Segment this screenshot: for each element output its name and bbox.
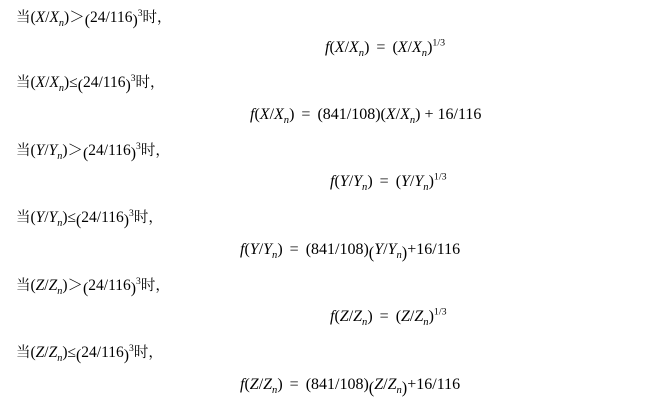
- rparen: ): [64, 9, 70, 26]
- shi-comma: 时，: [135, 75, 165, 91]
- lparen: (: [30, 142, 36, 159]
- function-f: f: [240, 241, 245, 258]
- rparen: ): [428, 308, 434, 325]
- lparen: (: [395, 173, 402, 190]
- var-x: X: [397, 39, 408, 56]
- lparen: (: [368, 242, 375, 262]
- subscript-n: n: [396, 385, 402, 397]
- subscript-n: n: [423, 317, 429, 329]
- lparen: (: [305, 241, 312, 258]
- constant-24-116: 24/116: [81, 344, 124, 361]
- subscript-n: n: [283, 115, 290, 127]
- equals: =: [379, 308, 389, 325]
- function-f: f: [325, 39, 330, 56]
- lparen: (: [392, 39, 398, 56]
- var-z: Z: [374, 376, 384, 393]
- subscript-n: n: [423, 182, 429, 194]
- slash: /: [44, 209, 49, 226]
- condition-line-x-gt: [16, 8, 172, 31]
- var-x: X: [49, 74, 59, 91]
- lparen: (: [368, 377, 375, 397]
- rparen: ): [62, 277, 68, 294]
- slash: /: [409, 173, 415, 190]
- subscript-n: n: [57, 286, 63, 298]
- rparen: ): [277, 376, 283, 393]
- shi-comma: 时，: [133, 345, 163, 361]
- gt-operator: ＞: [69, 9, 85, 26]
- var-z: Z: [35, 277, 45, 294]
- subscript-n: n: [421, 48, 428, 60]
- var-z: Z: [353, 308, 363, 325]
- lparen: (: [83, 280, 89, 298]
- var-x: X: [259, 106, 270, 123]
- condition-line-y-le: [16, 208, 163, 231]
- subscript-n: n: [57, 218, 63, 230]
- lparen: (: [334, 173, 340, 190]
- var-x: X: [385, 106, 396, 123]
- slash: /: [44, 142, 49, 159]
- function-f: f: [250, 106, 255, 123]
- var-x: X: [412, 39, 422, 56]
- var-y: Y: [387, 241, 397, 258]
- rparen: ): [132, 12, 138, 30]
- lparen: (: [254, 106, 260, 123]
- equation-line-y-linear: [240, 240, 460, 263]
- slash: /: [383, 376, 388, 393]
- rparen: ): [62, 344, 68, 361]
- subscript-n: n: [272, 250, 278, 262]
- rparen: ): [367, 308, 373, 325]
- var-z: Z: [48, 277, 58, 294]
- plus-operator: +: [424, 106, 434, 123]
- slash: /: [269, 106, 275, 123]
- equals: =: [376, 39, 386, 56]
- shi-comma: 时，: [133, 210, 163, 226]
- subscript-n: n: [58, 18, 65, 30]
- lparen: (: [76, 347, 82, 365]
- constant-24-116: 24/116: [82, 74, 126, 91]
- var-z: Z: [401, 308, 410, 325]
- function-f: f: [330, 173, 335, 190]
- slash: /: [258, 376, 264, 393]
- lparen: (: [305, 376, 312, 393]
- subscript-n: n: [57, 151, 63, 163]
- slash: /: [395, 106, 401, 123]
- slash: /: [409, 308, 415, 325]
- lparen: (: [244, 241, 250, 258]
- slash: /: [348, 308, 354, 325]
- rparen: ): [367, 173, 373, 190]
- rparen: ): [64, 74, 70, 91]
- slash: /: [44, 277, 49, 294]
- var-y: Y: [249, 241, 259, 258]
- rparen: ): [62, 142, 68, 159]
- rparen: ): [363, 376, 369, 393]
- var-y: Y: [374, 241, 384, 258]
- constant-24-116: 24/116: [81, 209, 124, 226]
- lparen: (: [395, 308, 402, 325]
- exponent-one-third: 1/3: [432, 37, 446, 49]
- equation-line-z-linear: [240, 375, 460, 398]
- constant-24-116: 24/116: [89, 9, 133, 26]
- constant-16-116: 16/116: [416, 376, 461, 393]
- gt-operator: ＞: [67, 142, 84, 159]
- rparen: ): [428, 173, 434, 190]
- subscript-n: n: [362, 182, 368, 194]
- gt-operator: ＞: [67, 277, 84, 294]
- dang-char: 当: [16, 210, 31, 226]
- slash: /: [45, 9, 50, 26]
- var-z: Z: [339, 308, 349, 325]
- slash: /: [383, 241, 388, 258]
- rparen: ): [427, 39, 433, 56]
- lparen: (: [84, 12, 90, 30]
- subscript-n: n: [58, 83, 65, 95]
- rparen: ): [401, 242, 408, 262]
- dang-char: 当: [16, 75, 31, 91]
- constant-16-116: 16/116: [416, 241, 461, 258]
- constant-16-116: 16/116: [437, 106, 482, 123]
- le-operator: ≤: [67, 209, 77, 226]
- lparen: (: [83, 145, 89, 163]
- var-y: Y: [263, 241, 273, 258]
- var-x: X: [400, 106, 410, 123]
- var-y: Y: [401, 173, 410, 190]
- condition-line-y-gt: [16, 141, 170, 164]
- exponent-3: 3: [136, 275, 141, 287]
- equation-line-x-cbrt: [325, 38, 445, 58]
- condition-line-x-le: [16, 73, 165, 96]
- slash: /: [344, 39, 350, 56]
- lparen: (: [30, 344, 36, 361]
- var-z: Z: [387, 376, 397, 393]
- subscript-n: n: [409, 115, 416, 127]
- equation-line-x-linear: [250, 105, 481, 125]
- equation-line-y-cbrt: [330, 172, 447, 192]
- equals: =: [301, 106, 311, 123]
- subscript-n: n: [358, 48, 365, 60]
- exponent-3: 3: [129, 342, 134, 354]
- var-z: Z: [48, 344, 58, 361]
- plus-operator: +: [407, 376, 417, 393]
- rparen: ): [415, 106, 421, 123]
- var-x: X: [349, 39, 359, 56]
- dang-char: 当: [16, 345, 31, 361]
- exponent-3: 3: [137, 7, 143, 19]
- exponent-3: 3: [130, 72, 136, 84]
- var-z: Z: [35, 344, 45, 361]
- dang-char: 当: [16, 143, 31, 159]
- function-f: f: [240, 376, 245, 393]
- rparen: ): [62, 209, 68, 226]
- var-y: Y: [48, 209, 58, 226]
- dang-char: 当: [16, 10, 31, 26]
- var-x: X: [334, 39, 345, 56]
- shi-comma: 时，: [142, 10, 172, 26]
- var-x: X: [49, 9, 59, 26]
- lparen: (: [329, 39, 335, 56]
- rparen: ): [130, 145, 137, 163]
- shi-comma: 时，: [140, 278, 170, 294]
- var-x: X: [35, 74, 46, 91]
- rparen: ): [130, 280, 137, 298]
- lparen: (: [30, 209, 36, 226]
- slash: /: [348, 173, 354, 190]
- var-x: X: [274, 106, 284, 123]
- var-z: Z: [263, 376, 273, 393]
- lparen: (: [76, 212, 82, 230]
- var-z: Z: [249, 376, 259, 393]
- exponent-3: 3: [129, 207, 134, 219]
- slash: /: [44, 344, 49, 361]
- subscript-n: n: [57, 353, 63, 365]
- var-y: Y: [35, 209, 45, 226]
- shi-comma: 时，: [140, 143, 170, 159]
- rparen: ): [125, 77, 131, 95]
- var-y: Y: [35, 142, 45, 159]
- equals: =: [289, 376, 299, 393]
- slash: /: [407, 39, 412, 56]
- dang-char: 当: [16, 278, 31, 294]
- condition-line-z-gt: [16, 276, 170, 299]
- rparen: ): [123, 347, 130, 365]
- constant-24-116: 24/116: [88, 142, 131, 159]
- lparen: (: [244, 376, 250, 393]
- lparen: (: [30, 9, 36, 26]
- var-y: Y: [414, 173, 424, 190]
- rparen: ): [123, 212, 130, 230]
- exponent-one-third: 1/3: [433, 171, 447, 183]
- rparen: ): [364, 39, 370, 56]
- rparen: ): [289, 106, 295, 123]
- condition-line-z-le: [16, 343, 163, 366]
- subscript-n: n: [396, 250, 402, 262]
- lparen: (: [334, 308, 340, 325]
- subscript-n: n: [362, 317, 368, 329]
- var-z: Z: [414, 308, 424, 325]
- var-x: X: [35, 9, 46, 26]
- lparen: (: [77, 77, 83, 95]
- var-y: Y: [353, 173, 363, 190]
- rparen: ): [375, 106, 381, 123]
- le-operator: ≤: [67, 344, 77, 361]
- rparen: ): [277, 241, 283, 258]
- slash: /: [45, 74, 50, 91]
- exponent-3: 3: [136, 140, 141, 152]
- plus-operator: +: [407, 241, 417, 258]
- slash: /: [258, 241, 264, 258]
- coefficient-841-108: 841/108: [322, 106, 376, 123]
- coefficient-841-108: 841/108: [311, 376, 364, 393]
- function-f: f: [330, 308, 335, 325]
- lparen: (: [30, 74, 36, 91]
- var-y: Y: [339, 173, 349, 190]
- equals: =: [379, 173, 389, 190]
- equals: =: [289, 241, 299, 258]
- subscript-n: n: [272, 385, 278, 397]
- rparen: ): [363, 241, 369, 258]
- lparen: (: [380, 106, 386, 123]
- exponent-one-third: 1/3: [433, 306, 447, 318]
- le-operator: ≤: [69, 74, 78, 91]
- lparen: (: [30, 277, 36, 294]
- var-y: Y: [48, 142, 58, 159]
- equation-line-z-cbrt: [330, 307, 447, 327]
- constant-24-116: 24/116: [88, 277, 131, 294]
- rparen: ): [401, 377, 408, 397]
- lparen: (: [317, 106, 323, 123]
- coefficient-841-108: 841/108: [311, 241, 364, 258]
